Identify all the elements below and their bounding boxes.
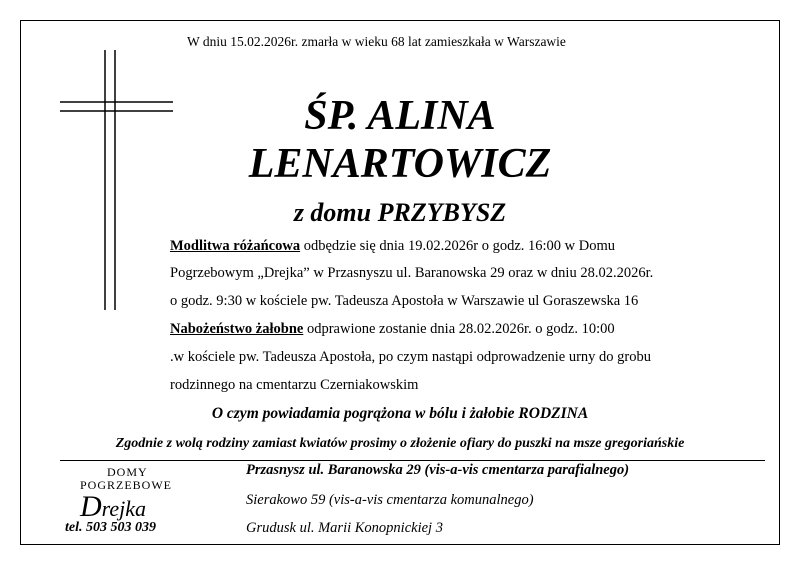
deceased-name: ŚP. ALINA (304, 93, 496, 139)
rosary-label: Modlitwa różańcowa (170, 238, 301, 254)
address-3: Grudusk ul. Marii Konopnickiej 3 (246, 520, 443, 536)
rosary-text-1: odbędzie się dnia 19.02.2026r o godz. 16:00 w Domu (300, 238, 615, 254)
wish-line: Zgodnie z wolą rodziny zamiast kwiatów prosimy o złożenie ofiary do puszki na msze gregoriańskie (115, 436, 685, 451)
intro-text: W dniu 15.02.2026r. zmarła w wieku 68 lat zamieszkała w Warszawie (187, 34, 566, 49)
divider (60, 460, 765, 461)
mass-line-3: rodzinnego na cmentarzu Czerniakowskim (170, 377, 419, 393)
mass-line-2: .w kościele pw. Tadeusza Apostoła, po czym nastąpi odprowadzenie urny do grobu (170, 349, 651, 365)
rosary-line-1 (170, 238, 615, 255)
maiden-name: z domu PRZYBYSZ (293, 198, 507, 227)
deceased-surname: LENARTOWICZ (248, 141, 552, 187)
notify-line: O czym powiadamia pogrążona w bólu i żałobie RODZINA (211, 405, 589, 422)
logo-name (80, 490, 146, 524)
rosary-line-2: Pogrzebowym „Drejka” w Przasnyszu ul. Baranowska 29 oraz w dniu 28.02.2026r. (170, 265, 654, 281)
logo-text-domy: DOMY (107, 465, 148, 479)
logo-name-text: rejka (101, 496, 147, 521)
logo-text-pogrzebowe: POGRZEBOWE (80, 478, 172, 492)
address-2: Sierakowo 59 (vis-a-vis cmentarza komunalnego) (246, 492, 534, 508)
mass-line-1 (170, 321, 615, 338)
mass-label: Nabożeństwo żałobne (170, 321, 304, 337)
logo-letter: D (80, 490, 102, 523)
phone-number: tel. 503 503 039 (65, 520, 156, 535)
address-1: Przasnysz ul. Baranowska 29 (vis-a-vis cmentarza parafialnego) (246, 462, 630, 478)
mass-text-1: odprawione zostanie dnia 28.02.2026r. o godz. 10:00 (303, 321, 615, 337)
rosary-line-3: o godz. 9:30 w kościele pw. Tadeusza Apostoła w Warszawie ul Goraszewska 16 (170, 293, 639, 309)
